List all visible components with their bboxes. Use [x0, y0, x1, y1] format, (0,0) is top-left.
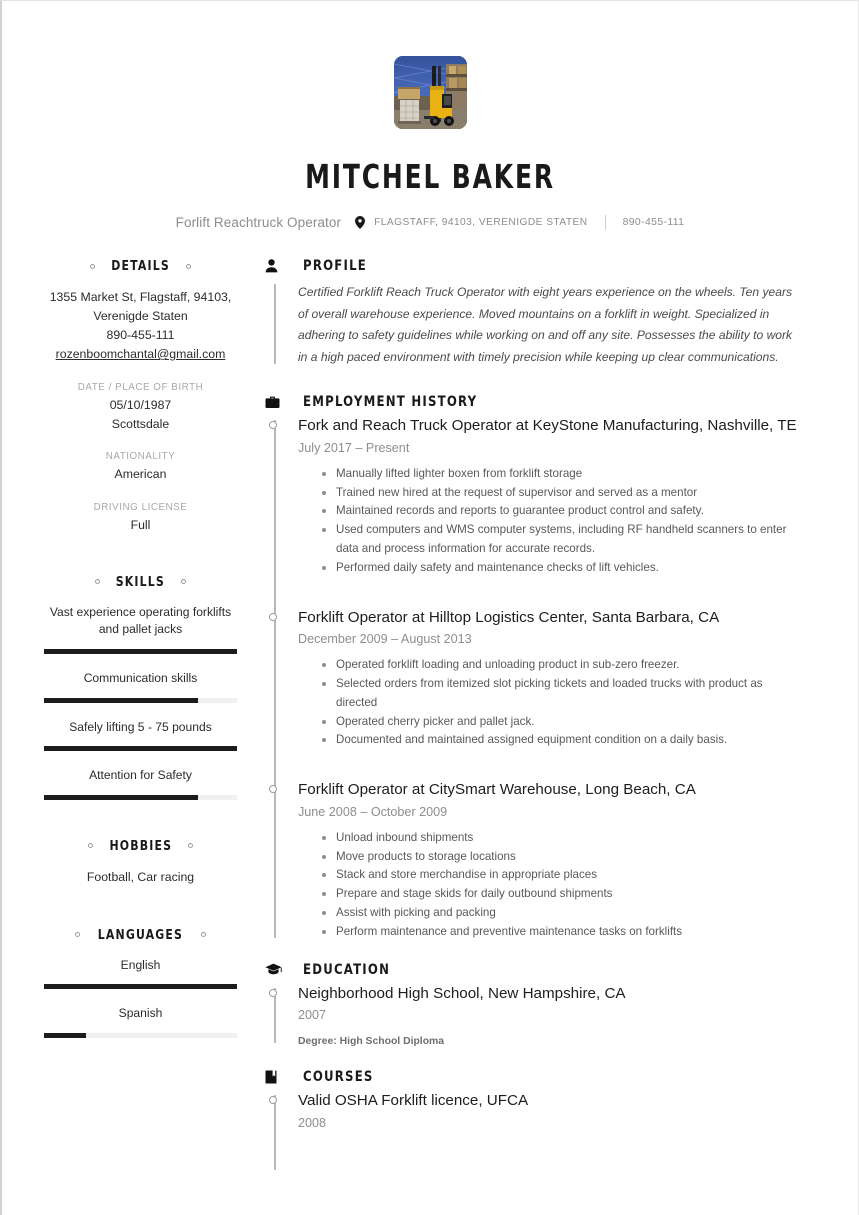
field-label-birth: DATE / PLACE OF BIRTH [77, 382, 204, 394]
warehouse-forklift-photo-icon [394, 56, 467, 129]
person-icon [265, 259, 285, 273]
field-value-birth [44, 396, 237, 433]
language-bar-fill [44, 984, 237, 989]
entry-title: Valid OSHA Forklift licence, UFCA [298, 1092, 529, 1110]
graduation-cap-icon [265, 963, 285, 976]
bullet-item: Prepare and stage skids for daily outbound shipments [336, 885, 806, 904]
section-body-courses [265, 1091, 828, 1130]
main-content [237, 258, 828, 1130]
entry-bullets [298, 465, 828, 578]
sidebar [32, 258, 237, 1064]
section-title: EMPLOYMENT HISTORY [303, 394, 478, 411]
skill-bar-fill [44, 698, 198, 703]
birth-place: Scottsdale [111, 416, 170, 431]
skill-label: Communication skills [83, 671, 198, 685]
ring-icon [88, 843, 93, 848]
ring-icon [186, 264, 191, 269]
field-label-nationality: NATIONALITY [105, 451, 176, 463]
sidebar-heading-label: SKILLS [115, 573, 166, 590]
section-title: PROFILE [303, 258, 368, 274]
field-label-driving-license: DRIVING LICENSE [93, 501, 188, 513]
employment-entry [298, 608, 828, 751]
skill-bar-track [44, 795, 237, 800]
skill-label: Attention for Safety [89, 768, 192, 783]
timeline-dot-icon [269, 613, 277, 621]
birth-date: 05/10/1987 [109, 398, 172, 413]
language-label: English [120, 957, 161, 972]
hobbies-text: Football, Car racing [86, 869, 195, 884]
skill-bar-track [44, 649, 237, 654]
course-entry [298, 1091, 828, 1130]
bullet-item: Perform maintenance and preventive maintenance tasks on forklifts [336, 923, 806, 942]
field-value-nationality: American [114, 467, 167, 482]
section-header-profile [265, 258, 828, 274]
bullet-item: Trained new hired at the request of supervisor and served as a mentor [336, 484, 806, 503]
entry-date: June 2008 – October 2009 [298, 804, 448, 819]
section-body-employment [265, 416, 828, 942]
sidebar-heading-label: HOBBIES [109, 837, 172, 854]
bullet-item: Operated forklift loading and unloading product in sub-zero freezer. [336, 656, 806, 675]
employment-entry [298, 416, 828, 577]
ring-icon [188, 843, 193, 848]
phone-text: 890-455-111 [622, 217, 685, 228]
skill-item [44, 670, 237, 703]
sidebar-heading-skills [44, 574, 237, 590]
skill-bar-fill [44, 795, 198, 800]
language-item [44, 957, 237, 990]
job-title: Forlift Reachtruck Operator [175, 215, 342, 230]
bullet-item: Move products to storage locations [336, 848, 806, 867]
bullet-item: Used computers and WMS computer systems, including RF handheld scanners to enter data and process information for accurate records. [336, 521, 806, 559]
email-link[interactable]: rozenboomchantal@gmail.com [55, 347, 226, 362]
skill-label: Safely lifting 5 - 75 pounds [69, 719, 212, 734]
education-entry [298, 984, 828, 1048]
details-phone: 890-455-111 [106, 328, 175, 343]
section-header-employment [265, 394, 828, 410]
avatar [394, 56, 467, 129]
section-header-courses [265, 1069, 828, 1085]
divider [605, 215, 606, 230]
timeline-rule [274, 1095, 276, 1170]
entry-title: Fork and Reach Truck Operator at KeyStone Manufacturing, Nashville, TE [298, 417, 797, 435]
entry-title: Forklift Operator at CitySmart Warehouse, Long Beach, CA [298, 781, 696, 799]
book-icon [265, 1070, 285, 1084]
employment-entry [298, 780, 828, 941]
sidebar-heading-label: DETAILS [111, 258, 170, 274]
ring-icon [95, 579, 100, 584]
language-label: Spanish [118, 1006, 163, 1021]
bullet-item: Stack and store merchandise in appropriate places [336, 866, 806, 885]
sidebar-section-details [44, 258, 237, 534]
skill-bar-track [44, 746, 237, 751]
language-bar-track [44, 984, 237, 989]
ring-icon [90, 264, 95, 269]
address-text: FLAGSTAFF, 94103, VERENIGDE STATEN [374, 217, 588, 228]
language-item [44, 1005, 237, 1038]
sidebar-heading-hobbies [44, 838, 237, 854]
sidebar-section-skills [44, 574, 237, 800]
ring-icon [201, 932, 206, 937]
entry-date: December 2009 – August 2013 [298, 632, 472, 647]
sidebar-heading-details [44, 258, 237, 274]
briefcase-icon [265, 395, 285, 409]
section-education [265, 962, 828, 1048]
timeline-dot-icon [269, 1096, 277, 1104]
timeline-dot-icon [269, 421, 277, 429]
sidebar-section-hobbies [44, 838, 237, 887]
sidebar-heading-languages [44, 927, 237, 943]
bullet-item: Selected orders from itemized slot picking tickets and loaded trucks with product as directed [336, 675, 806, 713]
bullet-item: Operated cherry picker and pallet jack. [336, 713, 806, 732]
entry-title: Forklift Operator at Hilltop Logistics Center, Santa Barbara, CA [298, 608, 720, 626]
sidebar-heading-label: LANGUAGES [97, 926, 184, 943]
map-pin-icon [355, 216, 365, 229]
skill-label: Vast experience operating forklifts and pallet jacks [49, 604, 232, 637]
entry-degree: Degree: High School Diploma [298, 1036, 445, 1048]
ring-icon [75, 932, 80, 937]
page-title: MITCHEL BAKER [305, 157, 555, 196]
timeline-rule [274, 420, 276, 938]
skill-bar-fill [44, 649, 237, 654]
section-courses [265, 1069, 828, 1130]
language-bar-track [44, 1033, 237, 1038]
sidebar-section-languages [44, 927, 237, 1038]
address-line-1: 1355 Market St, Flagstaff, 94103, [49, 290, 232, 304]
field-value-driving-license: Full [130, 517, 151, 532]
bullet-item: Maintained records and reports to guarantee product control and safety. [336, 502, 806, 521]
bullet-item: Documented and maintained assigned equipment condition on a daily basis. [336, 731, 806, 750]
skill-item [44, 767, 237, 800]
entry-title: Neighborhood High School, New Hampshire, CA [298, 984, 626, 1002]
section-header-education [265, 962, 828, 978]
bullet-item: Manually lifted lighter boxen from forklift storage [336, 465, 806, 484]
details-address [44, 288, 237, 364]
entry-date: 2008 [298, 1116, 327, 1131]
entry-date: 2007 [298, 1008, 327, 1023]
resume-header [32, 56, 828, 230]
address-line-2: Verenigde Staten [93, 309, 188, 324]
skill-item [44, 719, 237, 752]
timeline-dot-icon [269, 785, 277, 793]
profile-text: Certified Forklift Reach Truck Operator with eight years experience on the wheels. Ten years of overall warehouse experience. Moved mountains on a forklift in weight. Specialized in adhering to safety guidelines while working on and off any site. Possesses the ability to work in a high paced environment with timely precision while keeping up clear communications. [298, 285, 793, 364]
timeline-rule [274, 284, 276, 364]
section-body-education [265, 984, 828, 1048]
timeline-dot-icon [269, 989, 277, 997]
language-bar-fill [44, 1033, 86, 1038]
skill-bar-track [44, 698, 237, 703]
section-profile [265, 258, 828, 368]
entry-bullets [298, 829, 828, 942]
section-employment [265, 394, 828, 942]
ring-icon [181, 579, 186, 584]
entry-date: July 2017 – Present [298, 440, 410, 455]
section-body-profile [265, 280, 828, 368]
bullet-item: Assist with picking and packing [336, 904, 806, 923]
contact-line [32, 215, 828, 230]
skill-bar-fill [44, 746, 237, 751]
skill-item [44, 604, 237, 654]
section-title: EDUCATION [303, 961, 391, 978]
bullet-item: Performed daily safety and maintenance checks of lift vehicles. [336, 559, 806, 578]
entry-bullets [298, 656, 828, 750]
section-title: COURSES [303, 1069, 374, 1086]
bullet-item: Unload inbound shipments [336, 829, 806, 848]
